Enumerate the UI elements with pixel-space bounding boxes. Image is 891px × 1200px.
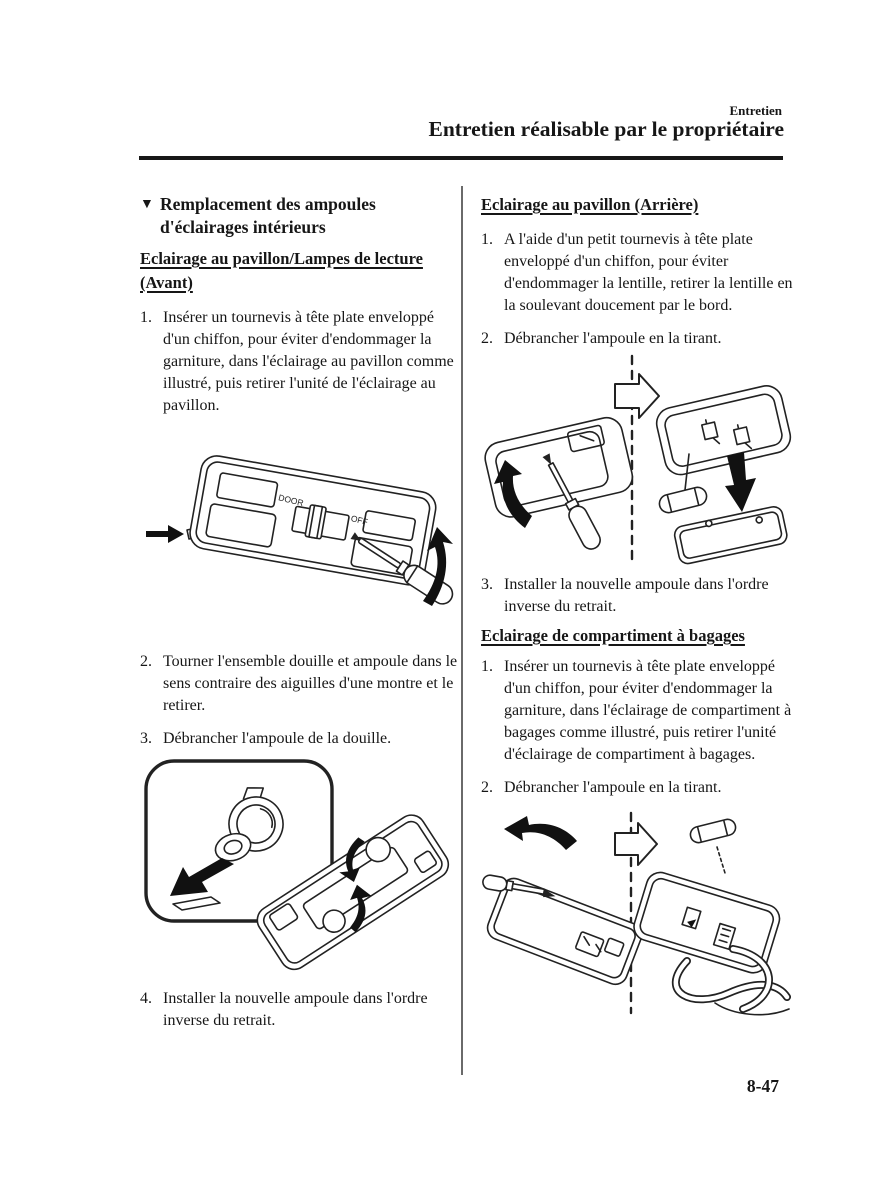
section-heading-text: Remplacement des ampoules d'éclairages intérieurs bbox=[160, 194, 376, 237]
figure-luggage-light bbox=[481, 809, 793, 1017]
step-text: Insérer un tournevis à tête plate enveloppé d'un chiffon, pour éviter d'endommager la garniture, dans l'éclairage au pavillon comme illustré, puis retirer l'unité de l'éclairage au pavillon. bbox=[163, 309, 454, 414]
step-text: Insérer un tournevis à tête plate enveloppé d'un chiffon, pour éviter d'endommager la garniture, dans l'éclairage de compartiment à bagages comme illustré, puis retirer l'unité d'éclairage de compartiment à bagages. bbox=[504, 658, 792, 763]
step-item bbox=[481, 328, 793, 350]
step-number: 1. bbox=[481, 231, 493, 248]
subheading-rear-dome-light: Eclairage au pavillon (Arrière) bbox=[481, 195, 699, 214]
step-item bbox=[481, 229, 793, 317]
step-item bbox=[481, 574, 793, 618]
step-item bbox=[140, 307, 458, 417]
curved-left-arrow-icon bbox=[504, 816, 577, 850]
step-text: Tourner l'ensemble douille et ampoule dans le sens contraire des aiguilles d'une montre et le retirer. bbox=[163, 653, 458, 714]
next-step-arrow-icon bbox=[615, 823, 657, 865]
step-item bbox=[481, 656, 793, 766]
column-divider bbox=[461, 186, 463, 1075]
step-item bbox=[140, 728, 458, 750]
festoon-bulb-icon bbox=[689, 818, 738, 845]
figure-overhead-console bbox=[140, 451, 458, 623]
step-item bbox=[481, 777, 793, 799]
festoon-bulb-icon bbox=[658, 485, 709, 514]
bulb-socket bbox=[200, 780, 290, 865]
figure-socket-removal bbox=[140, 756, 458, 980]
step-number: 3. bbox=[481, 576, 493, 593]
step-text: Débrancher l'ampoule de la douille. bbox=[163, 730, 392, 747]
step-number: 4. bbox=[140, 990, 152, 1007]
point-arrow-icon bbox=[146, 525, 184, 543]
remove-down-arrow-icon bbox=[725, 452, 756, 512]
page-number: 8-47 bbox=[746, 1076, 779, 1096]
rear-dome-light-illustration bbox=[481, 352, 793, 570]
switch-door-label: DOOR bbox=[277, 492, 305, 509]
chapter-label: Entretien bbox=[729, 103, 782, 118]
step-text: A l'aide d'un petit tournevis à tête plate enveloppé d'un chiffon, pour éviter d'endommager la lentille, retirer la lentille en la soulevant doucement par le bord. bbox=[504, 231, 793, 314]
section-heading bbox=[140, 193, 458, 239]
step-number: 1. bbox=[481, 658, 493, 675]
section-triangle-icon: ▼ bbox=[140, 197, 154, 212]
overhead-console-illustration bbox=[140, 451, 458, 623]
lens-panel bbox=[673, 505, 788, 565]
header-rule bbox=[139, 156, 783, 160]
step-item bbox=[140, 988, 458, 1032]
step-number: 2. bbox=[481, 779, 493, 796]
subheading-front-map-lights: Eclairage au pavillon/Lampes de lecture (Avant) bbox=[140, 249, 423, 292]
step-number: 1. bbox=[140, 309, 152, 326]
step-number: 3. bbox=[140, 730, 152, 747]
step-text: Installer la nouvelle ampoule dans l'ordre inverse du retrait. bbox=[163, 990, 428, 1029]
luggage-light-illustration bbox=[481, 809, 793, 1017]
step-text: Débrancher l'ampoule en la tirant. bbox=[504, 779, 722, 796]
figure-rear-dome-light bbox=[481, 352, 793, 570]
socket-removal-illustration bbox=[140, 756, 458, 980]
next-step-arrow-icon bbox=[615, 374, 659, 418]
dome-lamp-housing bbox=[653, 383, 793, 478]
step-text: Débrancher l'ampoule en la tirant. bbox=[504, 330, 722, 347]
switch-off-label: OFF bbox=[349, 513, 369, 527]
step-text: Installer la nouvelle ampoule dans l'ordre inverse du retrait. bbox=[504, 576, 769, 615]
step-number: 2. bbox=[140, 653, 152, 670]
step-number: 2. bbox=[481, 330, 493, 347]
pull-out-arrow-icon bbox=[170, 858, 234, 896]
step-item bbox=[140, 651, 458, 717]
left-column bbox=[140, 193, 458, 1043]
page-title: Entretien réalisable par le propriétaire bbox=[428, 117, 784, 141]
subheading-luggage-light: Eclairage de compartiment à bagages bbox=[481, 626, 745, 645]
right-column bbox=[481, 193, 793, 1017]
luggage-lamp-unit bbox=[484, 875, 645, 988]
